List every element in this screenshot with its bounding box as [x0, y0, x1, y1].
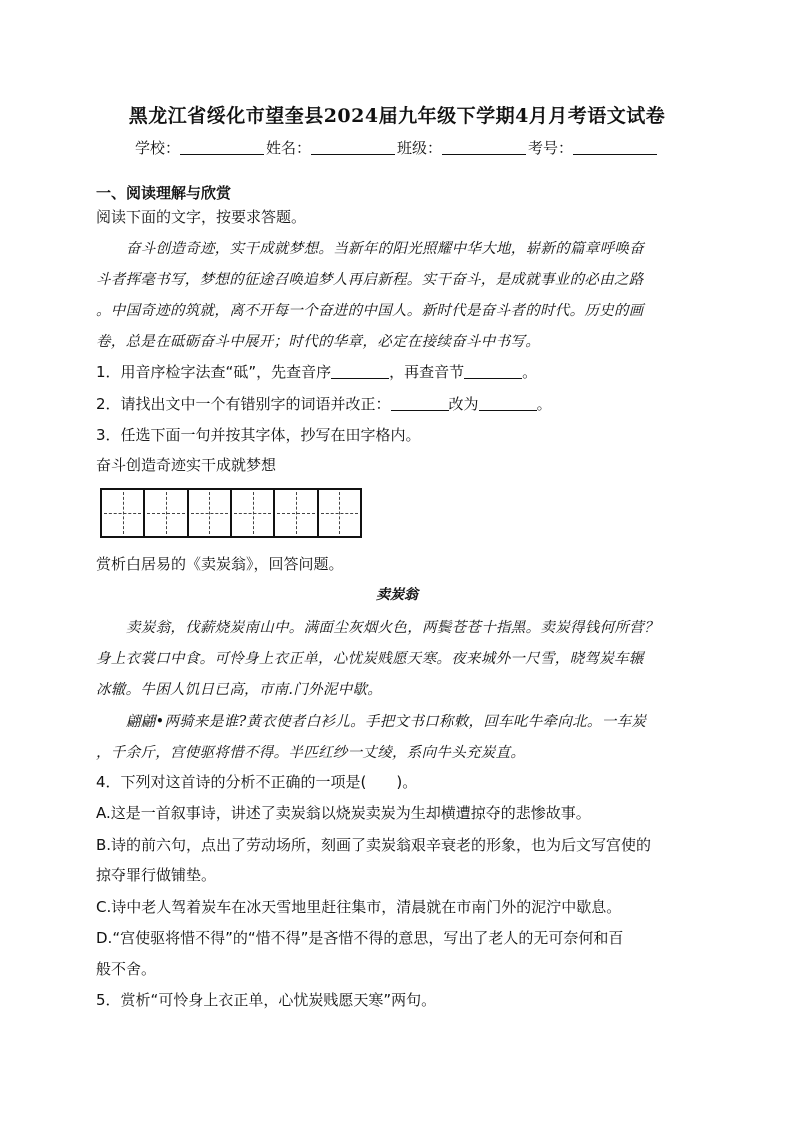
passage-line: 奋斗创造奇迹，实干成就梦想。当新年的阳光照耀中华大地，崭新的篇章呼唤奋 — [126, 241, 644, 257]
exam-number-label: 考号： — [528, 139, 574, 157]
question-5: 5．赏析“可怜身上衣正单，心忧炭贱愿天寒”两句。 — [96, 991, 437, 1009]
answer-blank[interactable] — [464, 364, 522, 379]
exam-number-blank[interactable] — [573, 140, 657, 155]
question-1-text-a: 1．用音序检字法查“砥”，先查音序 — [96, 363, 332, 381]
question-3: 3．任选下面一句并按其字体，抄写在田字格内。 — [96, 426, 421, 444]
tianzige-grid[interactable] — [100, 488, 362, 538]
grid-cell[interactable] — [275, 490, 318, 536]
question-2-text-c: 。 — [536, 395, 552, 413]
school-label: 学校： — [134, 139, 180, 157]
instruction: 阅读下面的文字，按要求答题。 — [96, 208, 307, 226]
grid-cell[interactable] — [319, 490, 360, 536]
grid-cell[interactable] — [189, 490, 232, 536]
grid-cell[interactable] — [145, 490, 188, 536]
option-d[interactable]: D.“宫使驱将惜不得”的“惜不得”是吝惜不得的意思，写出了老人的无可奈何和百 — [96, 929, 624, 947]
question-1 — [96, 361, 537, 382]
answer-blank[interactable] — [479, 396, 537, 411]
question-2-text-a: 2．请找出文中一个有错别字的词语并改正： — [96, 395, 391, 413]
option-d-cont[interactable]: 般不舍。 — [96, 960, 157, 978]
poem-line: 身上衣裳口中食。可怜身上衣正单，心忧炭贱愿天寒。夜来城外一尺雪，晓驾炭车辗 — [96, 651, 644, 667]
question-4: 4．下列对这首诗的分析不正确的一项是( )。 — [96, 773, 418, 791]
poem-line: 卖炭翁，伐薪烧炭南山中。满面尘灰烟火色，两鬓苍苍十指黑。卖炭得钱何所营？ — [126, 620, 659, 636]
school-blank[interactable] — [180, 140, 264, 155]
copy-sentence: 奋斗创造奇迹实干成就梦想 — [96, 456, 277, 474]
option-b-cont[interactable]: 掠夺罪行做铺垫。 — [96, 866, 217, 884]
passage-line: 卷，总是在砥砺奋斗中展开；时代的华章，必定在接续奋斗中书写。 — [96, 334, 540, 350]
answer-blank[interactable] — [331, 364, 389, 379]
grid-cell[interactable] — [232, 490, 275, 536]
passage-line: 斗者挥毫书写，梦想的征途召唤追梦人再启新程。实干奋斗，是成就事业的必由之路 — [96, 272, 644, 288]
answer-blank[interactable] — [391, 396, 449, 411]
option-b[interactable]: B.诗的前六句，点出了劳动场所，刻画了卖炭翁艰辛衰老的形象，也为后文写宫使的 — [96, 836, 652, 854]
question-1-text-b: ，再查音节 — [389, 363, 465, 381]
name-blank[interactable] — [311, 140, 395, 155]
class-blank[interactable] — [442, 140, 526, 155]
passage-line: 。中国奇迹的筑就，离不开每一个奋进的中国人。新时代是奋斗者的时代。历史的画 — [96, 303, 644, 319]
poem-intro: 赏析白居易的《卖炭翁》，回答问题。 — [96, 555, 344, 573]
option-a[interactable]: A.这是一首叙事诗，讲述了卖炭翁以烧炭卖炭为生却横遭掠夺的悲惨故事。 — [96, 804, 591, 822]
option-c[interactable]: C.诗中老人驾着炭车在冰天雪地里赶往集市，清晨就在市南门外的泥泞中歇息。 — [96, 898, 622, 916]
name-label: 姓名： — [265, 139, 311, 157]
question-2-text-b: 改为 — [448, 395, 479, 413]
poem-line: 冰辙。牛困人饥日已高，市南.门外泥中歇。 — [96, 682, 383, 698]
question-2 — [96, 393, 552, 414]
student-info-row — [0, 137, 794, 158]
question-1-text-c: 。 — [522, 363, 538, 381]
poem-line: ，千余斤，宫使驱将惜不得。半匹红纱一丈绫，系向牛头充炭直。 — [96, 745, 526, 761]
class-label: 班级： — [397, 139, 443, 157]
poem-title: 卖炭翁 — [376, 587, 418, 603]
poem-line: 翩翩•两骑来是谁?黄衣使者白衫儿。手把文书口称敕，回车叱牛牵向北。一车炭 — [126, 714, 647, 730]
section-heading: 一、阅读理解与欣赏 — [96, 184, 232, 202]
grid-cell[interactable] — [102, 490, 145, 536]
page-title: 黑龙江省绥化市望奎县2024届九年级下学期4月月考语文试卷 — [128, 105, 666, 127]
